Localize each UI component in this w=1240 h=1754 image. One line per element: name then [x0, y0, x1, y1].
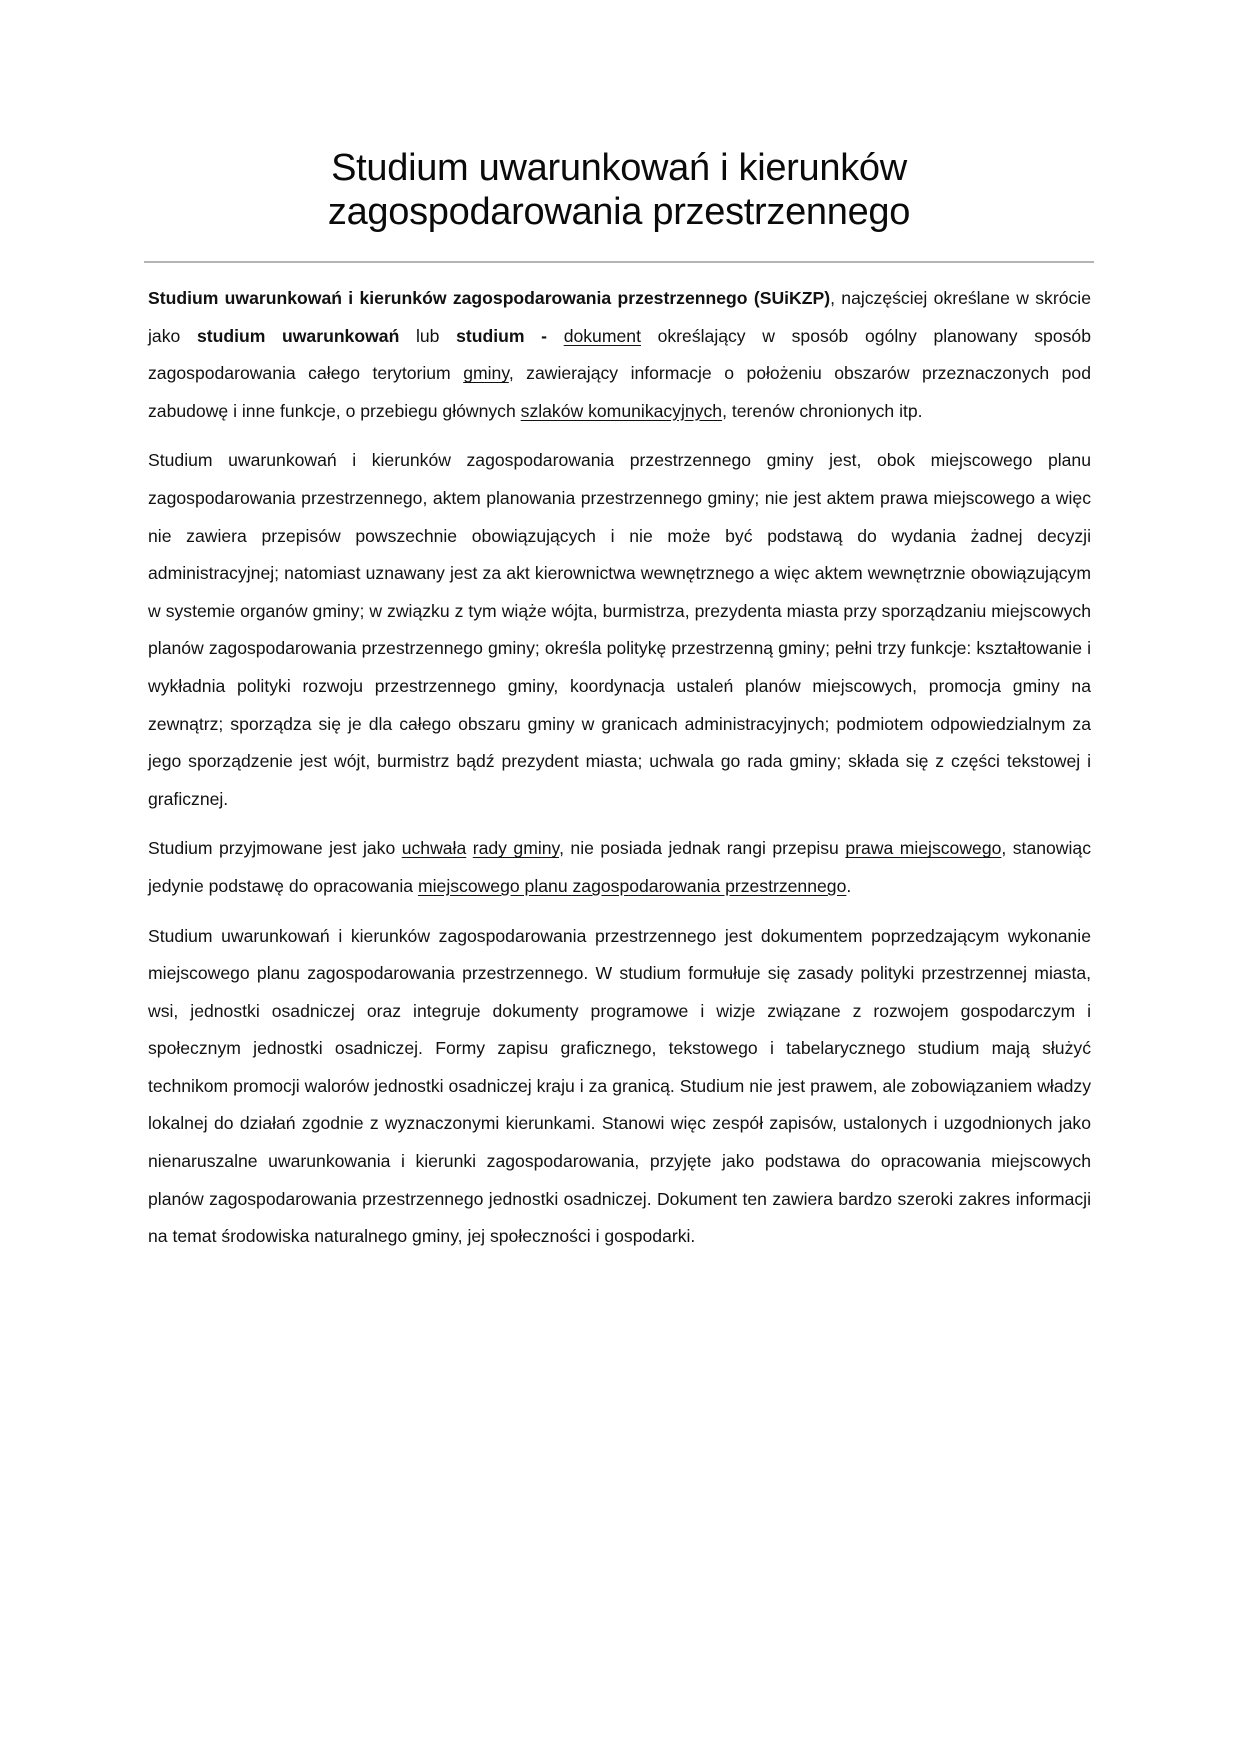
text-span: , terenów chronionych itp.: [722, 400, 923, 421]
link-gminy[interactable]: gminy: [463, 363, 509, 384]
text-span: określający w sposób ogólny planowany sposób zagospodarowania całego terytorium: [148, 325, 1091, 384]
link-dokument[interactable]: dokument: [563, 325, 641, 346]
paragraph-intro: [148, 280, 1091, 430]
link-uchwala[interactable]: uchwała: [401, 838, 467, 859]
bold-term-short-1: studium uwarunkowań: [196, 325, 400, 346]
text-span: Studium przyjmowane jest jako: [148, 838, 402, 859]
text-span: , stanowiąc jedynie podstawę do opracowania: [148, 838, 1091, 896]
text-span: lub: [399, 325, 457, 346]
bold-term-full-name: Studium uwarunkowań i kierunków zagospodarowania przestrzennego (SUiKZP): [148, 288, 831, 308]
paragraph-adoption: [148, 830, 1091, 905]
text-span: , nie posiada jednak rangi przepisu: [559, 838, 846, 859]
bold-term-short-2: studium -: [456, 325, 548, 346]
link-miejscowego-planu[interactable]: miejscowego planu zagospodarowania przestrzennego: [417, 875, 847, 896]
link-rady-gminy[interactable]: rady gminy: [472, 838, 560, 859]
article-body: [148, 280, 1091, 1268]
paragraph-purpose: Studium uwarunkowań i kierunków zagospodarowania przestrzennego jest dokumentem poprzedzającym wykonanie miejscowego planu zagospodarowania przestrzennego. W studium formułuje się zasady polityki przestrzennej miasta, wsi, jednostki osadniczej oraz integruje dokumenty programowe i wizje związane z rozwojem gospodarczym i społecznym jednostki osadniczej. Formy zapisu graficznego, tekstowego i tabelarycznego studium mają służyć technikom promocji walorów jednostki osadniczej kraju i za granicą. Studium nie jest prawem, ale zobowiązaniem władzy lokalnej do działań zgodnie z wyznaczonymi kierunkami. Stanowi więc zespół zapisów, ustalonych i uzgodnionych jako nienaruszalne uwarunkowania i kierunki zagospodarowania, przyjęte jako podstawa do opracowania miejscowych planów zagospodarowania przestrzennego jednostki osadniczej. Dokument ten zawiera bardzo szeroki zakres informacji na temat środowiska naturalnego gminy, jej społeczności i gospodarki.: [148, 925, 1091, 1247]
text-span: , zawierający informacje o położeniu obszarów przeznaczonych pod zabudowę i inne funkcje, o przebiegu głównych: [148, 363, 1091, 421]
title-divider: [144, 261, 1094, 263]
text-span: [547, 326, 564, 346]
link-szlakow-komunikacyjnych[interactable]: szlaków komunikacyjnych: [520, 400, 723, 421]
link-prawa-miejscowego[interactable]: prawa miejscowego: [845, 838, 1002, 859]
paragraph-legal-status: Studium uwarunkowań i kierunków zagospodarowania przestrzennego gminy jest, obok miejscowego planu zagospodarowania przestrzennego, aktem planowania przestrzennego gminy; nie jest aktem prawa miejscowego a więc nie zawiera przepisów powszechnie obowiązujących i nie może być podstawą do wydania żadnej decyzji administracyjnej; natomiast uznawany jest za akt kierownictwa wewnętrznego a więc aktem wewnętrznie obowiązującym w systemie organów gminy; w związku z tym wiąże wójta, burmistrza, prezydenta miasta przy sporządzaniu miejscowych planów zagospodarowania przestrzennego gminy; określa politykę przestrzenną gminy; pełni trzy funkcje: kształtowanie i wykładnia polityki rozwoju przestrzennego gminy, koordynacja ustaleń planów miejscowych, promocja gminy na zewnątrz; sporządza się je dla całego obszaru gminy w granicach administracyjnych; podmiotem odpowiedzialnym za jego sporządzenie jest wójt, burmistrz bądź prezydent miasta; uchwala go rada gminy; składa się z części tekstowej i graficznej.: [148, 450, 1091, 809]
title-line-1: Studium uwarunkowań i kierunków: [331, 147, 907, 189]
text-span: .: [846, 875, 852, 896]
title-line-2: zagospodarowania przestrzennego: [327, 191, 911, 233]
text-span: , najczęściej określane w skrócie jako: [148, 288, 1091, 346]
page-title: [144, 146, 1094, 234]
